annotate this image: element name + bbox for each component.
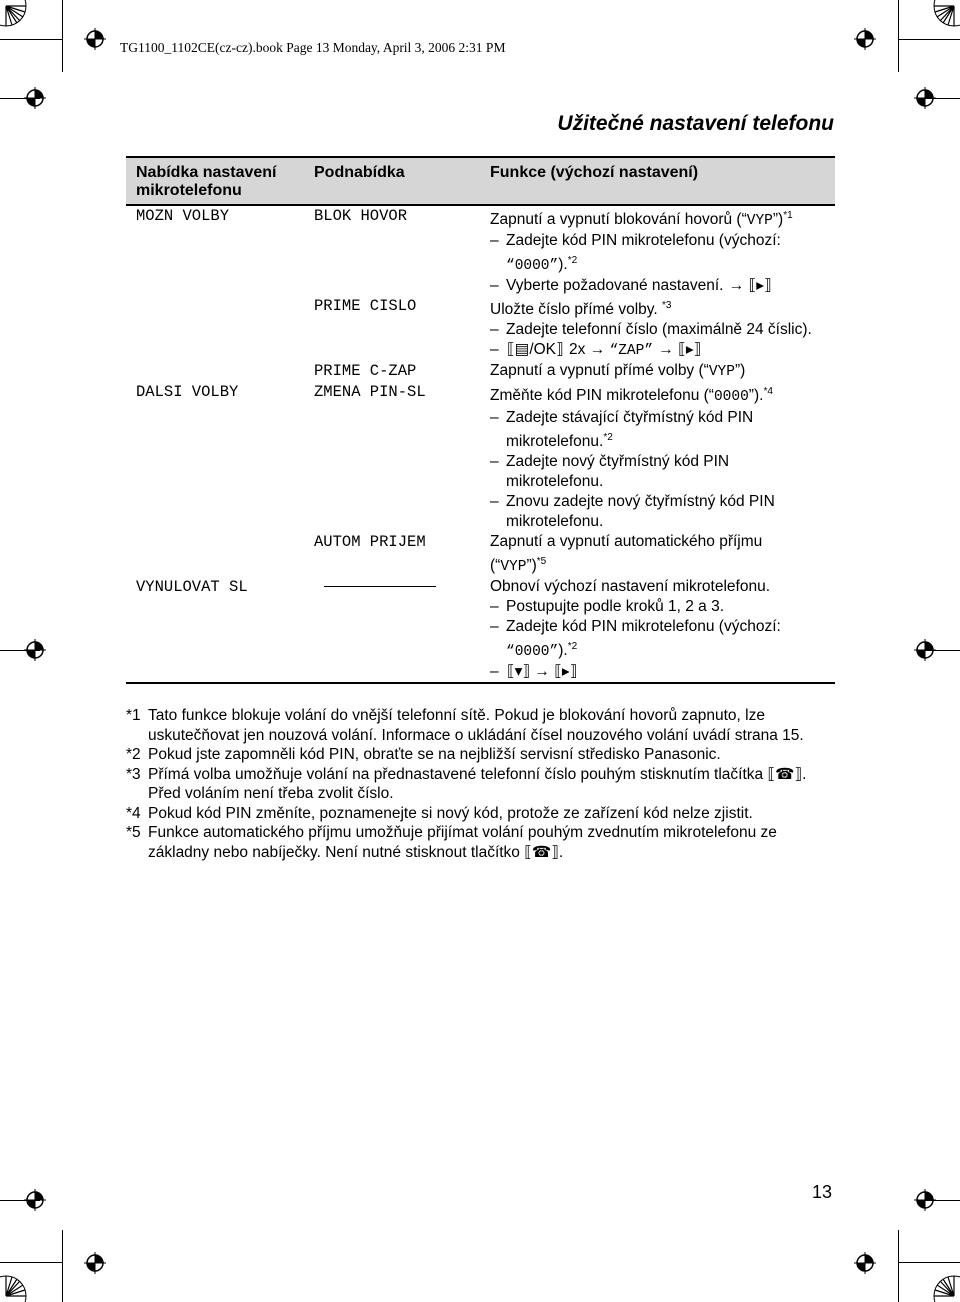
page-number: 13: [811, 1182, 832, 1202]
registration-target-icon: [24, 87, 46, 109]
footnote: *3 Přímá volba umožňuje volání na přednastavené telefonní číslo pouhým stisknutím tlačítka ⟦☎⟧. Před voláním není třeba zvolit číslo.: [126, 765, 807, 802]
submenu-cell-empty: [304, 577, 480, 683]
function-cell: Zapnutí a vypnutí automatického příjmu (“VYP”)$^{*5}$: [490, 532, 763, 575]
submenu-cell: PRIME C-ZAP: [314, 362, 417, 381]
function-cell: Zapnutí a vypnutí blokování hovorů (“VYP”)$^{*1}$ – Zadejte kód PIN mikrotelefonu (výchozí: “0000”).$^{*2}$ – Vyberte požadované nastavení. → ⟦▸⟧: [490, 210, 793, 295]
footnote: *5 Funkce automatického příjmu umožňuje přijímat volání pouhým zvednutím mikrotelefonu ze základny nebo nabíječky. Není nutné stisknout tlačítko ⟦☎⟧.: [126, 824, 777, 861]
book-info-line: TG1100_1102CE(cz-cz).book Page 13 Monday, April 3, 2006 2:31 PM: [120, 40, 506, 55]
submenu-cell: PRIME CISLO: [314, 297, 417, 316]
function-cell: Uložte číslo přímé volby. $^{*3}$ – Zadejte telefonní číslo (maximálně 24 číslic). – ⟦▤/OK⟧ 2x → “ZAP” → ⟦▸⟧: [490, 300, 812, 360]
header-menu: Nabídka nastavení mikrotelefonu: [126, 157, 304, 205]
submenu-cell: ZMENA PIN-SL: [314, 383, 426, 402]
section-title: Užitečné nastavení telefonu: [557, 112, 834, 135]
registration-target-icon: [84, 28, 106, 50]
table-header-row: [126, 157, 835, 205]
star-target-icon: [932, 1274, 960, 1302]
star-target-icon: [0, 0, 28, 28]
table-row: [126, 577, 835, 683]
function-cell: Obnoví výchozí nastavení mikrotelefonu. – Postupujte podle kroků 1, 2 a 3. – Zadejte kód PIN mikrotelefonu (výchozí: “0000”).$^{*2}$ – ⟦▾⟧ → ⟦▸⟧: [480, 577, 835, 683]
menu-cell: DALSI VOLBY: [136, 383, 239, 402]
arrow-right-key-icon: → ⟦▸⟧: [658, 341, 702, 359]
footnote: *4 Pokud kód PIN změníte, poznamenejte si nový kód, protože ze zařízení kód nelze zjistit.: [126, 804, 753, 822]
star-target-icon: [0, 1274, 28, 1302]
registration-target-icon: [914, 1189, 936, 1211]
menu-cell: VYNULOVAT SL: [126, 577, 304, 683]
footnote: *1 Tato funkce blokuje volání do vnější telefonní sítě. Pokud je blokování hovorů zapnuto, lze uskutečňovat jen nouzová volání. Informace o ukládání čísel nouzového volání uvádí strana 15.: [126, 707, 804, 744]
registration-target-icon: [24, 639, 46, 661]
registration-target-icon: [914, 639, 936, 661]
registration-target-icon: [914, 87, 936, 109]
registration-target-icon: [24, 1189, 46, 1211]
function-cell: Změňte kód PIN mikrotelefonu (“0000”).$^{*4}$ – Zadejte stávající čtyřmístný kód PIN mikrotelefonu.$^{*2}$ – Zadejte nový čtyřmístný kód PIN mikrotelefonu. – Znovu zadejte nový čtyřmístný kód PIN mikrotelefonu.: [490, 386, 775, 530]
registration-target-icon: [84, 1252, 106, 1274]
header-function: Funkce (výchozí nastavení): [480, 157, 835, 205]
arrow-right-key-icon: → ⟦▸⟧: [728, 277, 772, 295]
table-row: [126, 205, 835, 296]
table-row: [126, 361, 835, 382]
registration-target-icon: [854, 28, 876, 50]
star-target-icon: [932, 0, 960, 28]
menu-cell: MOZN VOLBY: [136, 207, 230, 225]
footnote: *2 Pokud jste zapomněli kód PIN, obraťte se na nejbližší servisní středisko Panasonic.: [126, 746, 721, 763]
table-row: [126, 296, 835, 361]
function-cell: Zapnutí a vypnutí přímé volby (“VYP”): [490, 362, 746, 381]
submenu-cell: AUTOM PRIJEM: [314, 532, 426, 551]
header-submenu: Podnabídka: [304, 157, 480, 205]
down-right-key-icon: ⟦▾⟧ → ⟦▸⟧: [507, 663, 578, 681]
menu-ok-key-icon: ⟦▤/OK⟧: [507, 341, 564, 359]
no-submenu-dash: [324, 586, 436, 587]
settings-table: [126, 156, 835, 684]
table-row: [126, 532, 835, 577]
registration-target-icon: [854, 1252, 876, 1274]
footnotes: [126, 706, 838, 862]
table-row: [126, 382, 835, 531]
submenu-cell: BLOK HOVOR: [314, 207, 408, 225]
